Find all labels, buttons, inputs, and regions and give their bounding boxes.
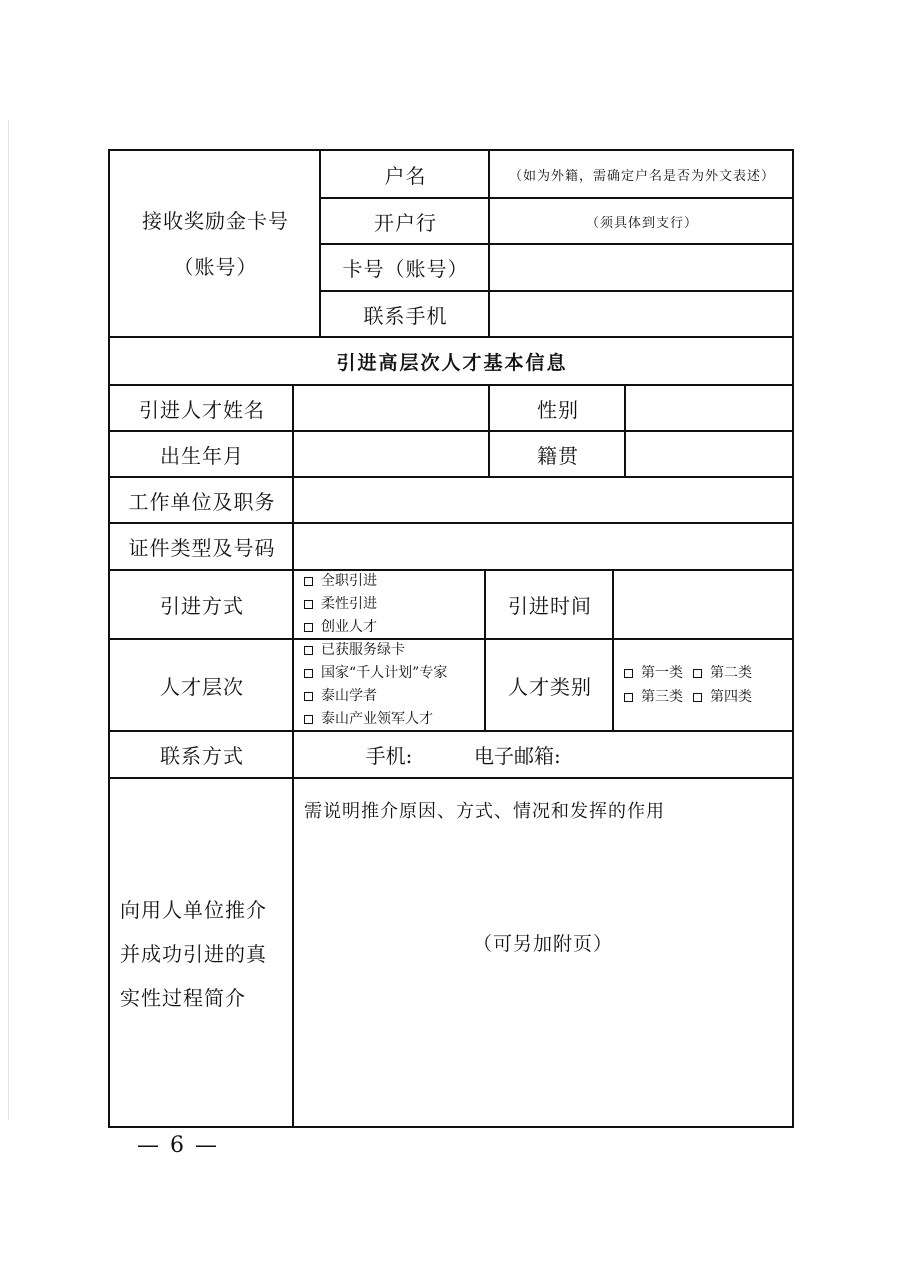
category-option-4[interactable] (693, 685, 752, 709)
native-place-label-cell (488, 430, 626, 476)
native-place-field[interactable] (624, 430, 794, 476)
section-title: 引进高层次人才基本信息 (336, 351, 568, 374)
talent-category-label: 人才类别 (508, 674, 592, 699)
option-label: 第三类 (641, 689, 683, 705)
email-label: 电子邮箱: (474, 744, 561, 768)
talent-level-options (292, 638, 486, 730)
intro-instruction: 需说明推介原因、方式、情况和发挥的作用 (304, 801, 665, 822)
checkbox-icon (304, 577, 313, 586)
contact-mobile-label-cell (319, 290, 490, 336)
birth-field[interactable] (292, 430, 490, 476)
checkbox-icon (624, 693, 633, 702)
gender-label-cell (488, 384, 626, 430)
level-option-green-card[interactable] (304, 639, 405, 662)
option-label: 第四类 (710, 689, 752, 705)
intro-label-line1: 向用人单位推介 (120, 897, 267, 922)
level-option-thousand-talents[interactable] (304, 662, 447, 685)
work-unit-label-cell (108, 476, 294, 522)
contact-mobile-field[interactable] (488, 290, 794, 336)
contact-label-cell (108, 730, 294, 777)
card-number-field[interactable] (488, 243, 794, 290)
account-name-field[interactable] (488, 149, 794, 197)
intro-label-cell (108, 777, 294, 1128)
bank-card-label-cell (108, 149, 321, 336)
checkbox-icon (304, 623, 313, 632)
checkbox-icon (304, 715, 313, 724)
bank-branch-label: 开户行 (374, 210, 437, 235)
checkbox-icon (624, 669, 633, 678)
category-option-2[interactable] (693, 661, 752, 685)
intro-label-line3: 实性过程简介 (120, 985, 246, 1010)
id-type-label-cell (108, 522, 294, 569)
bank-branch-field[interactable] (488, 197, 794, 243)
intro-time-label-cell (484, 569, 614, 638)
talent-category-options (612, 638, 794, 730)
mobile-label: 手机: (365, 744, 413, 768)
checkbox-icon (693, 669, 702, 678)
method-option-startup[interactable] (304, 616, 377, 639)
option-label: 第一类 (641, 665, 683, 681)
id-type-label: 证件类型及号码 (128, 536, 276, 560)
checkbox-icon (693, 693, 702, 702)
talent-name-label-cell (108, 384, 294, 430)
talent-level-label-cell (108, 638, 294, 730)
card-number-label-cell (319, 243, 490, 290)
method-options (292, 569, 486, 638)
category-option-3[interactable] (624, 685, 683, 709)
section-title-cell (108, 336, 794, 384)
account-name-label-cell (319, 149, 490, 197)
talent-category-label-cell (484, 638, 614, 730)
attach-note-cell (292, 920, 794, 964)
method-label: 引进方式 (160, 594, 244, 618)
option-label: 柔性引进 (321, 596, 377, 612)
category-option-1[interactable] (624, 661, 683, 685)
option-label: 国家“千人计划”专家 (321, 665, 448, 681)
bank-branch-label-cell (319, 197, 490, 243)
checkbox-icon (304, 669, 313, 678)
method-option-flexible[interactable] (304, 593, 377, 616)
option-label: 第二类 (710, 665, 752, 681)
account-name-note: （如为外籍，需确定户名是否为外文表述） (508, 168, 775, 184)
page-number: — 6 — (137, 1133, 219, 1158)
checkbox-icon (304, 692, 313, 701)
scan-edge-line (8, 120, 9, 1120)
option-label: 全职引进 (321, 573, 377, 589)
birth-label-cell (108, 430, 294, 476)
method-option-fulltime[interactable] (304, 570, 377, 593)
account-name-label: 户名 (384, 163, 427, 188)
bank-branch-note: （须具体到支行） (585, 215, 698, 231)
intro-time-field[interactable] (612, 569, 794, 638)
bank-card-label-line1: 接收奖励金卡号 (142, 208, 289, 233)
work-unit-label: 工作单位及职务 (128, 489, 276, 514)
work-unit-field[interactable] (292, 476, 794, 522)
id-type-field[interactable] (292, 522, 794, 569)
contact-mobile-label: 联系手机 (363, 303, 448, 328)
intro-label-line2: 并成功引进的真 (120, 941, 267, 966)
native-place-label: 籍贯 (537, 443, 579, 468)
level-option-taishan-industry[interactable] (304, 708, 433, 731)
attach-note: （可另加附页） (472, 932, 613, 955)
option-label: 泰山产业领军人才 (321, 711, 433, 727)
level-option-taishan-scholar[interactable] (304, 685, 377, 708)
gender-label: 性别 (537, 397, 579, 422)
talent-name-field[interactable] (292, 384, 490, 430)
birth-label: 出生年月 (160, 443, 244, 468)
option-label: 泰山学者 (321, 688, 377, 704)
intro-time-label: 引进时间 (508, 594, 592, 618)
option-label: 创业人才 (321, 619, 377, 635)
contact-label: 联系方式 (160, 744, 244, 768)
option-label: 已获服务绿卡 (321, 642, 405, 658)
gender-field[interactable] (624, 384, 794, 430)
talent-level-label: 人才层次 (160, 674, 244, 699)
checkbox-icon (304, 600, 313, 609)
card-number-label: 卡号（账号） (342, 257, 469, 281)
contact-field[interactable] (292, 730, 794, 777)
method-label-cell (108, 569, 294, 638)
bank-card-label-line2: （账号） (173, 254, 258, 279)
talent-name-label: 引进人才姓名 (139, 397, 265, 422)
checkbox-icon (304, 646, 313, 655)
